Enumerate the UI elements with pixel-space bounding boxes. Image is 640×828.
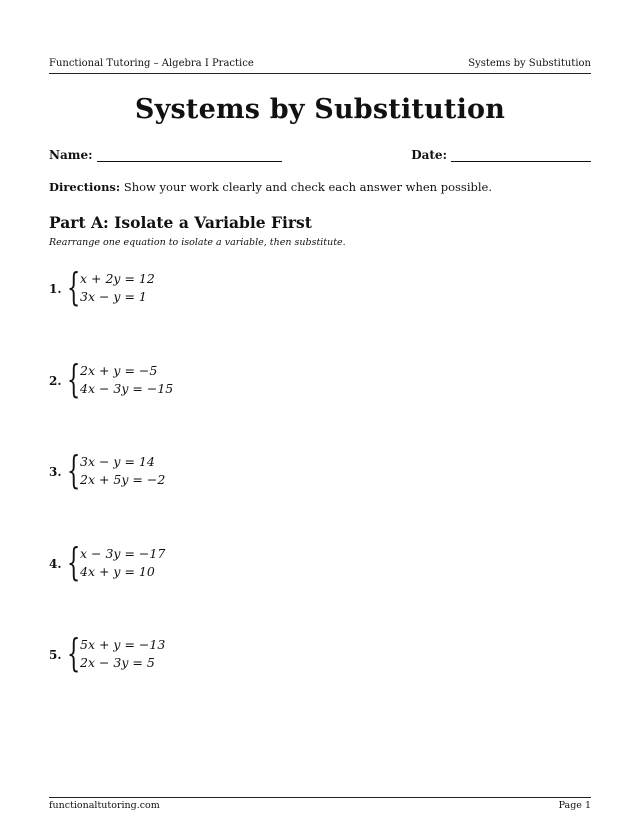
problem-number: 5. <box>49 648 62 662</box>
name-line[interactable] <box>97 149 282 162</box>
equation-system <box>80 545 165 581</box>
problem-5 <box>49 631 349 678</box>
student-fields <box>49 148 591 166</box>
brace-icon: { <box>67 265 81 309</box>
problem-number: 3. <box>49 465 62 479</box>
equation-1: x + 2y = 12 <box>80 271 155 286</box>
equation-system <box>80 453 165 489</box>
problem-number: 1. <box>49 282 62 296</box>
problem-1 <box>49 265 349 312</box>
problem-number: 2. <box>49 374 62 388</box>
date-label: Date: <box>411 148 447 162</box>
page-header <box>49 58 591 74</box>
equation-1: x − 3y = −17 <box>80 546 166 561</box>
footer-rule <box>49 797 591 798</box>
equation-1: 3x − y = 14 <box>80 454 155 469</box>
equation-system <box>80 362 173 398</box>
directions-text: Show your work clearly and check each answer when possible. <box>123 180 493 194</box>
directions-label: Directions: <box>49 180 121 194</box>
part-a-subtitle: Rearrange one equation to isolate a variable, then substitute. <box>49 237 346 248</box>
brace-icon: { <box>67 357 81 401</box>
equation-1: 5x + y = −13 <box>80 637 166 652</box>
brace-icon: { <box>67 631 81 675</box>
page-title: Systems by Substitution <box>134 94 506 125</box>
name-label: Name: <box>49 148 93 162</box>
page-footer <box>49 800 591 814</box>
equation-2: 4x − 3y = −15 <box>80 381 174 396</box>
equation-system <box>80 636 165 672</box>
equation-2: 2x + 5y = −2 <box>80 472 166 487</box>
equation-2: 3x − y = 1 <box>80 289 147 304</box>
directions <box>49 180 591 194</box>
header-course: Functional Tutoring – Algebra I Practice <box>49 58 254 69</box>
problem-4 <box>49 540 349 587</box>
equation-1: 2x + y = −5 <box>80 363 158 378</box>
problem-number: 4. <box>49 557 62 571</box>
footer-page-number: Page 1 <box>558 800 591 811</box>
brace-icon: { <box>67 540 81 584</box>
brace-icon: { <box>67 448 81 492</box>
header-topic: Systems by Substitution <box>468 58 591 69</box>
date-field[interactable] <box>411 148 591 162</box>
header-rule <box>49 73 591 74</box>
equation-system <box>80 270 155 306</box>
date-line[interactable] <box>451 149 591 162</box>
footer-website: functionaltutoring.com <box>49 800 160 811</box>
problem-3 <box>49 448 349 495</box>
problem-2 <box>49 357 349 404</box>
equation-2: 2x − 3y = 5 <box>80 655 155 670</box>
equation-2: 4x + y = 10 <box>80 564 155 579</box>
name-field[interactable] <box>49 148 282 162</box>
part-a-title: Part A: Isolate a Variable First <box>49 213 312 232</box>
